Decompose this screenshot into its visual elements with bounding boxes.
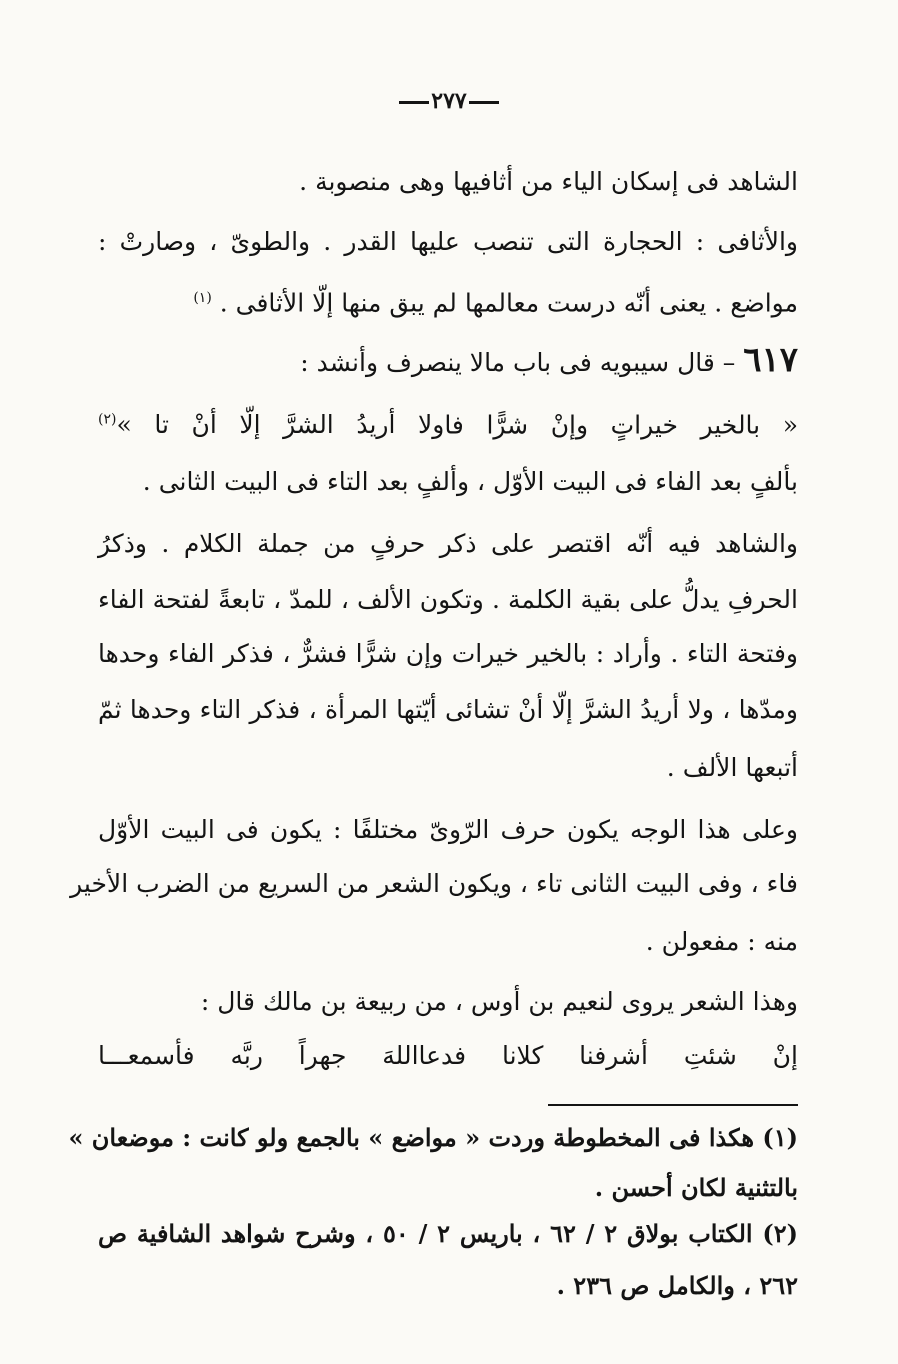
body-line-9: وفتحة التاء . وأراد : بالخير خيرات وإن شرًّا فشرٌّ ، فذكر الفاء وحدها [98, 639, 798, 668]
body-line-10: ومدّها ، ولا أريدُ الشرَّ إلّا أنْ تشائى أيّتها المرأة ، فذكر التاء وحدها ثمّ [98, 695, 798, 724]
page-number [0, 88, 898, 114]
body-line-11: أتبعها الألف . [666, 753, 798, 782]
body-line-13: فاء ، وفى البيت الثانى تاء ، ويكون الشعر من السريع من الضرب الأخير [70, 869, 798, 898]
footnote-rule [548, 1104, 798, 1106]
footnote-1-line-2: بالتثنية لكان أحسن . [594, 1173, 798, 1202]
body-line-15: وهذا الشعر يروى لنعيم بن أوس ، من ربيعة بن مالك قال : [200, 987, 798, 1016]
verse-1-second-hemistich [98, 410, 444, 439]
body-line-1: الشاهد فى إسكان الياء من أثافيها وهى منصوبة . [299, 167, 798, 196]
body-line-3-text: مواضع . يعنى أنّه درست معالمها لم يبق منها إلّا الأثافى . [219, 288, 798, 318]
entry-number: ٦١٧ [743, 340, 798, 380]
verse-1 [98, 400, 798, 440]
verse-1-second-text: ولا أريدُ الشرَّ إلّا أنْ تا » [116, 410, 445, 440]
verse-2 [98, 1036, 798, 1076]
footnote-1-line-1: (١) هكذا فى المخطوطة وردت « مواضع » بالجمع ولو كانت : موضعان » [68, 1123, 798, 1152]
entry-heading [98, 340, 798, 380]
body-line-2: والأثافى : الحجارة التى تنصب عليها القدر . والطوىّ ، وصارتْ : [98, 227, 798, 256]
footnote-2-line-2: ٢٦٢ ، والكامل ص ٢٣٦ . [556, 1271, 798, 1300]
body-line-3 [98, 278, 798, 318]
body-line-14: منه : مفعولن . [645, 927, 798, 956]
footnote-ref-2: (٢) [98, 412, 117, 428]
body-line-6: بألفٍ بعد الفاء فى البيت الأوّل ، وألفٍ بعد التاء فى البيت الثانى . [142, 467, 798, 496]
body-line-8: الحرفِ يدلُّ على بقية الكلمة . وتكون الألف ، للمدّ ، تابعةً لفتحة الفاء [98, 585, 798, 614]
page-number-text: ٢٧٧ [431, 88, 467, 114]
footnote-2-line-1: (٢) الكتاب بولاق ٢ / ٦٢ ، باريس ٢ / ٥٠ ، وشرح شواهد الشافية ص [98, 1219, 799, 1248]
dash-left [399, 101, 429, 104]
verse-2-second-hemistich: اللهَ جهراً ربَّه فأسمعـــا [98, 1041, 419, 1070]
footnote-ref-1: (١) [193, 290, 212, 306]
dash-right [469, 101, 499, 104]
verse-1-first-hemistich: « بالخير خيراتٍ وإنْ شرًّا فا [444, 410, 798, 440]
entry-heading-text: – قال سيبويه فى باب مالا ينصرف وأنشد : [300, 348, 736, 377]
body-line-12: وعلى هذا الوجه يكون حرف الرّوىّ مختلفًا : يكون فى البيت الأوّل [98, 815, 798, 844]
body-line-7: والشاهد فيه أنّه اقتصر على ذكر حرفٍ من جملة الكلام . وذكرُ [98, 529, 798, 558]
verse-2-first-hemistich: إنْ شئتِ أشرفنا كلانا فدعا [418, 1041, 798, 1070]
